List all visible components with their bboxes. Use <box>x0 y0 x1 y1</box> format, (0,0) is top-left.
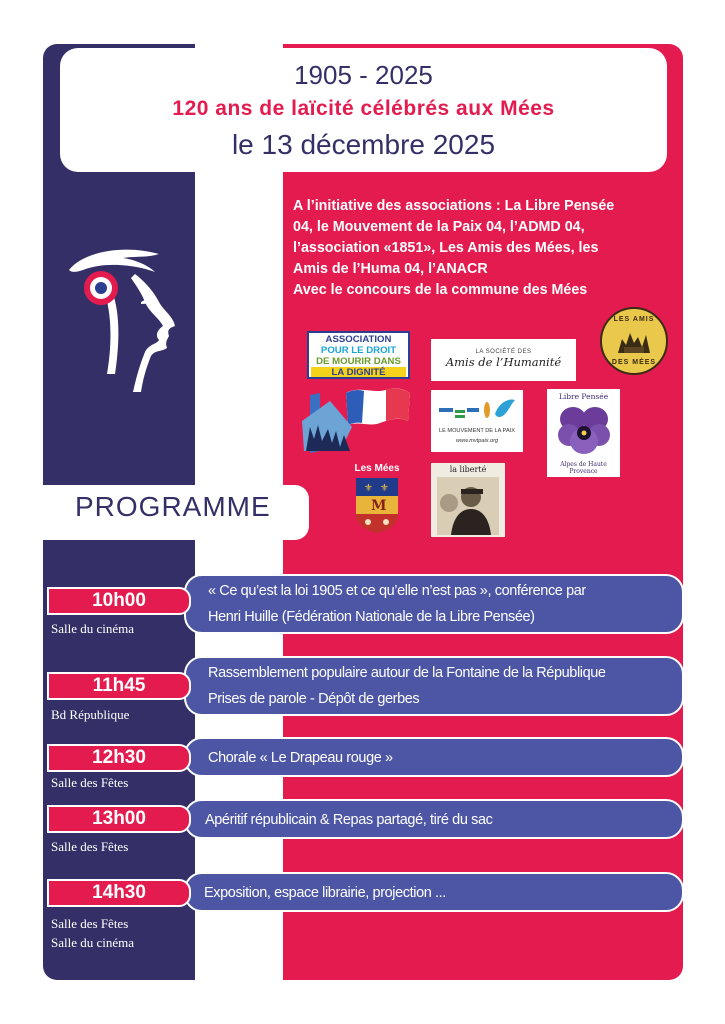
description-line: Exposition, espace librairie, projection ... <box>204 885 446 901</box>
event-subtitle: 120 ans de laïcité célébrés aux Mées <box>172 97 555 120</box>
les-mees-caption: Les Mées <box>354 463 400 474</box>
mouvement-paix-logo <box>431 390 523 452</box>
initiative-line: Avec le concours de la commune des Mées <box>293 282 588 298</box>
la-liberte-logo <box>431 463 505 537</box>
header-box <box>60 48 667 172</box>
mvt-paix-caption: LE MOUVEMENT DE LA PAIX <box>439 428 515 434</box>
face-profile-line <box>131 274 175 392</box>
venue-label: Salle des Fêtes <box>51 839 129 854</box>
venue-label: Bd République <box>51 707 130 722</box>
liberte-caption: la liberté <box>449 465 487 474</box>
programme-item-description <box>184 656 684 716</box>
description-line: « Ce qu’est la loi 1905 et ce qu’elle n’est pas », conférence par <box>208 583 586 599</box>
initiative-line: Amis de l’Huma 04, l’ANACR <box>293 261 488 277</box>
amis-logo-top-text: LES AMIS <box>613 316 655 323</box>
years-title: 1905 - 2025 <box>294 60 433 90</box>
programme-item-description <box>184 574 684 634</box>
description-line: Apéritif républicain & Repas partagé, tiré du sac <box>205 812 493 828</box>
time-badge: 11h45 <box>47 672 191 700</box>
admd-logo-line: ASSOCIATION <box>325 334 392 345</box>
flag-1851-logo <box>300 381 412 455</box>
huma-logo-script-text: Amis de l’Humanité <box>445 355 562 369</box>
description-line: Chorale « Le Drapeau rouge » <box>208 750 393 766</box>
les-mees-crest-logo <box>347 463 407 539</box>
admd-logo <box>307 331 410 379</box>
svg-text:⚜: ⚜ <box>364 483 373 494</box>
time-badge: 14h30 <box>47 879 191 907</box>
programme-item-description <box>184 799 684 839</box>
initiative-text <box>293 196 673 301</box>
time-badge: 10h00 <box>47 587 191 615</box>
huma-logo-small-text: LA SOCIÉTÉ DES <box>475 349 532 355</box>
admd-logo-line: POUR LE DROIT <box>320 345 397 356</box>
libre-pensee-logo-side-text: Alpes de Haute Provence <box>560 461 607 475</box>
mvt-paix-url: www.mvtpaix.org <box>455 438 499 444</box>
svg-text:⚜: ⚜ <box>380 483 389 494</box>
venue-label: Salle du cinéma <box>51 621 135 636</box>
portrait-icon <box>437 477 499 535</box>
libre-pensee-logo-top-text: Libre Pensée <box>558 392 609 401</box>
venue-label: Salle des Fêtes <box>51 916 129 931</box>
venue-label: Salle du cinéma <box>51 935 135 950</box>
libre-pensee-logo <box>547 389 620 477</box>
crest-letter: M <box>371 498 387 514</box>
programme-item-description <box>184 737 684 777</box>
admd-logo-line: DE MOURIR DANS <box>316 356 401 367</box>
time-badge: 13h00 <box>47 805 191 833</box>
phrygian-cap-outline <box>69 250 159 272</box>
programme-item-description <box>184 872 684 912</box>
initiative-line: A l’initiative des associations : La Libre Pensée <box>293 198 615 214</box>
initiative-line: l’association «1851», Les Amis des Mées, les <box>293 240 599 256</box>
amis-des-mees-logo <box>600 307 668 375</box>
venue-label: Salle des Fêtes <box>51 775 129 790</box>
amis-logo-bottom-text: DES MÉES <box>611 359 657 366</box>
admd-logo-line: LA DIGNITÉ <box>311 367 406 378</box>
time-badge: 12h30 <box>47 744 191 772</box>
dove-icon <box>437 396 517 426</box>
description-line: Henri Huille (Fédération Nationale de la Libre Pensée) <box>208 609 535 625</box>
village-icon <box>616 329 652 355</box>
pansy-icon <box>557 403 611 457</box>
coat-of-arms-icon <box>354 476 400 534</box>
cockade-inner <box>95 282 107 294</box>
amis-huma-logo <box>431 339 576 381</box>
description-line: Prises de parole - Dépôt de gerbes <box>208 691 420 707</box>
description-line: Rassemblement populaire autour de la Fontaine de la République <box>208 665 606 681</box>
initiative-line: 04, le Mouvement de la Paix 04, l’ADMD 04, <box>293 219 585 235</box>
programme-title: PROGRAMME <box>75 491 271 522</box>
event-date: le 13 décembre 2025 <box>231 129 496 160</box>
marianne-profile-icon <box>63 244 185 394</box>
